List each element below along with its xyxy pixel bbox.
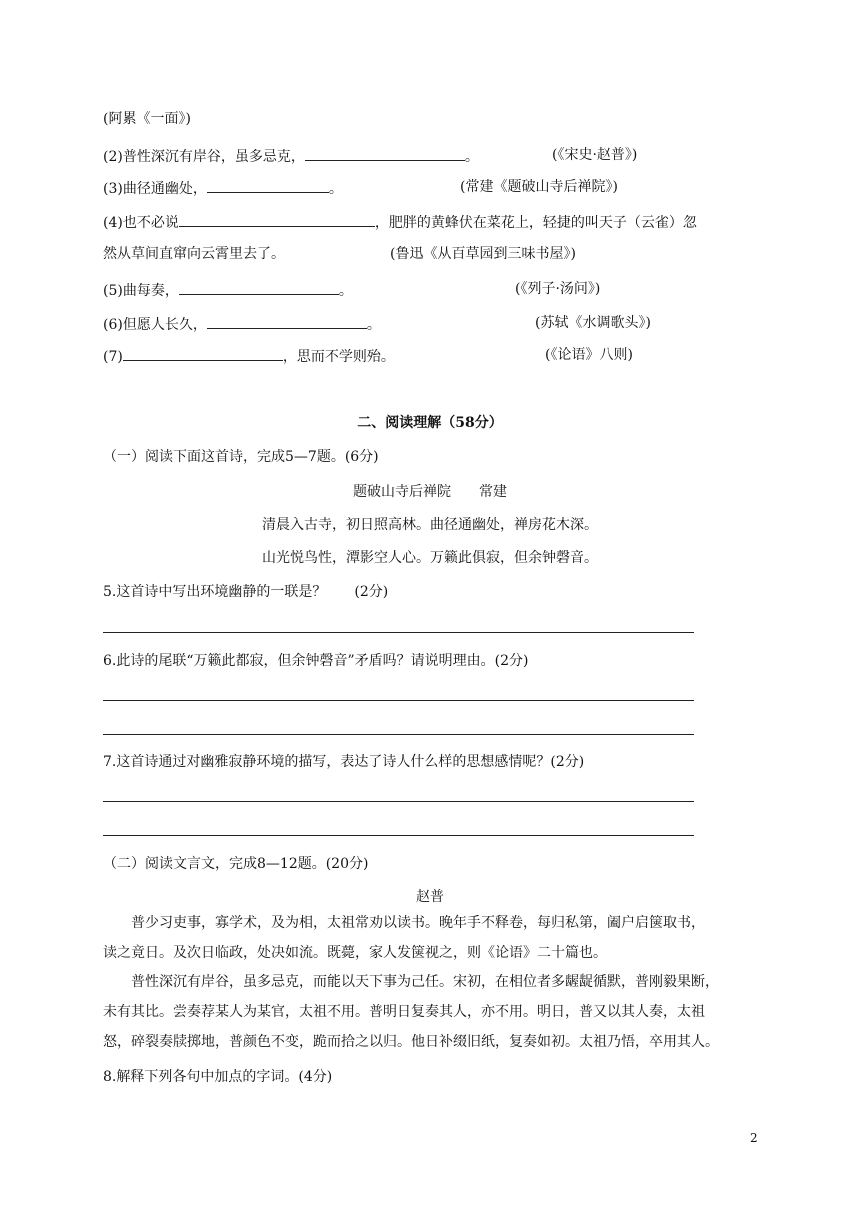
text-title: 赵普 <box>416 889 444 905</box>
fill-line-4-cont: ，肥胖的黄蜂伏在菜花上，轻捷的叫天子（云雀）忽 <box>374 215 697 231</box>
passage-p1-line-2: 读之竟日。及次日临政，处决如流。既薨，家人发箧视之，则《论语》二十篇也。 <box>103 945 607 961</box>
section-title: 二、阅读理解（58分） <box>357 415 503 431</box>
question-5: 5.这首诗中写出环境幽静的一联是？ (2分) <box>103 584 389 600</box>
answer-blank[interactable] <box>179 280 339 295</box>
passage-p2-line-2: 未有其比。尝奏荐某人为某官，太祖不用。普明日复奏其人，亦不用。明日，普又以其人奏，太祖 <box>103 1004 705 1020</box>
fill-line-7-text: (7) <box>103 349 123 365</box>
answer-blank[interactable] <box>207 314 367 329</box>
answer-blank[interactable] <box>123 346 283 361</box>
fill-line-5-end: 。 <box>338 283 353 299</box>
answer-line[interactable] <box>103 835 694 836</box>
fill-line-4 <box>103 212 697 232</box>
fill-line-2-end: 。 <box>464 149 479 165</box>
poem-title: 题破山寺后禅院 常建 <box>353 484 507 500</box>
question-8: 8.解释下列各句中加点的字词。(4分) <box>103 1069 333 1085</box>
fill-line-3-source: (常建《题破山寺后禅院》) <box>460 179 618 195</box>
fill-line-4b: 然从草间直窜向云霄里去了。 <box>103 246 285 262</box>
question-6: 6.此诗的尾联“万籁此都寂，但余钟磬音”矛盾吗？请说明理由。(2分) <box>103 653 529 669</box>
answer-line[interactable] <box>103 801 694 802</box>
answer-line[interactable] <box>103 734 694 735</box>
fill-line-7-end: ，思而不学则殆。 <box>282 349 395 365</box>
fill-line-5-text: (5)曲每奏， <box>103 283 179 299</box>
fill-line-6-end: 。 <box>366 317 381 333</box>
page-number: 2 <box>750 1131 758 1145</box>
fill-line-7 <box>103 346 395 366</box>
fill-line-7-source: (《论语》八则) <box>545 347 633 363</box>
fill-line-6-text: (6)但愿人长久， <box>103 317 207 333</box>
fill-line-2-text: (2)普性深沉有岸谷，虽多忌克， <box>103 149 305 165</box>
fill-line-4-text: (4)也不必说 <box>103 215 179 231</box>
poem-line-2: 山光悦鸟性，潭影空人心。万籁此俱寂，但余钟磬音。 <box>262 550 598 566</box>
passage-p1-line-1: 普少习吏事，寡学术，及为相，太祖常劝以读书。晚年手不释卷，每归私第，阖户启箧取书， <box>131 915 705 931</box>
fill-line-3-text: (3)曲径通幽处， <box>103 181 207 197</box>
fill-line-3 <box>103 178 343 198</box>
fill-line-2-source: (《宋史·赵普》) <box>552 147 638 163</box>
answer-line[interactable] <box>103 700 694 701</box>
passage-p2-line-3: 怒，碎裂奏牍掷地，普颜色不变，跪而拾之以归。他日补缀旧纸，复奏如初。太祖乃悟，卒用其人。 <box>103 1034 719 1050</box>
part1-intro: （一）阅读下面这首诗，完成5—7题。(6分) <box>103 449 379 465</box>
fill-line-5 <box>103 280 353 300</box>
poem-line-1: 清晨入古寺，初日照高林。曲径通幽处，禅房花木深。 <box>262 517 598 533</box>
fill-line-5-source: (《列子·汤问》) <box>515 281 601 297</box>
answer-blank[interactable] <box>207 178 329 193</box>
answer-line[interactable] <box>103 632 694 633</box>
fill-line-6 <box>103 314 381 334</box>
fill-line-4-source: (鲁迅《从百草园到三味书屋》) <box>390 246 576 262</box>
part2-intro: （二）阅读文言文，完成8—12题。(20分) <box>103 856 369 872</box>
question-7: 7.这首诗通过对幽雅寂静环境的描写，表达了诗人什么样的思想感情呢？(2分) <box>103 754 585 770</box>
passage-p2-line-1: 普性深沉有岸谷，虽多忌克，而能以天下事为己任。宋初，在相位者多龌龊循默，普刚毅果断， <box>131 974 719 990</box>
fill-line-6-source: (苏轼《水调歌头》) <box>535 315 651 331</box>
answer-blank[interactable] <box>305 146 465 161</box>
fill-line-3-end: 。 <box>328 181 343 197</box>
answer-blank[interactable] <box>179 212 375 227</box>
fill-line-2 <box>103 146 479 166</box>
fill-line-1: (阿累《一面》) <box>103 111 191 127</box>
